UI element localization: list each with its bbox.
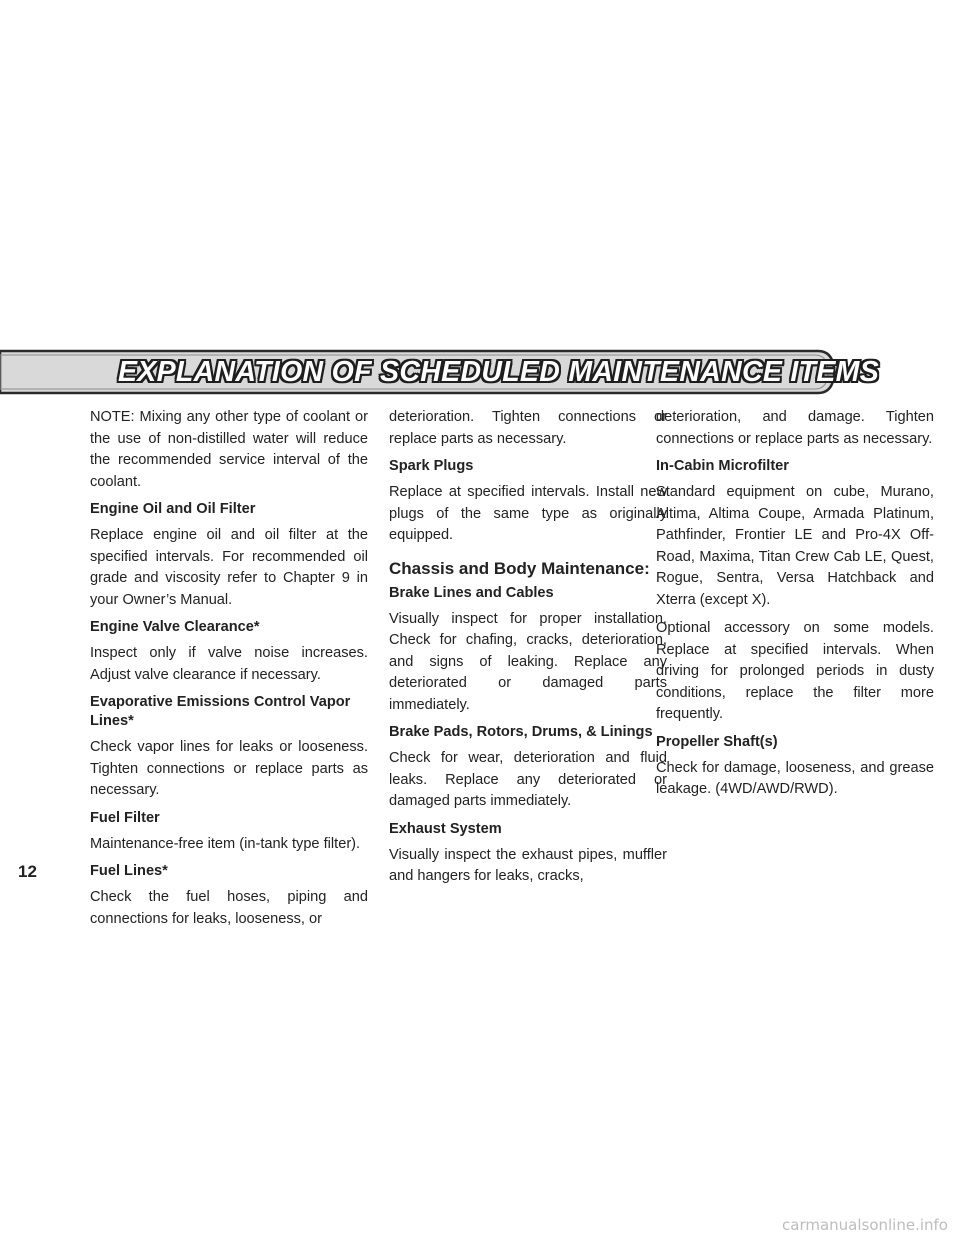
watermark: carmanualsonline.info <box>782 1216 948 1234</box>
paragraph-evap-lines: Check vapor lines for leaks or looseness. Tighten connections or replace parts as necessary. <box>90 739 368 798</box>
paragraph-fuel-lines: Check the fuel hoses, piping and connections for leaks, looseness, or <box>90 889 368 927</box>
column-3 <box>656 407 934 808</box>
paragraph-brake-lines: Visually inspect for proper installation. Check for chafing, cracks, deterioration, and signs of leaking. Replace any deteriorated or damaged parts immediately. <box>389 610 667 713</box>
paragraph-exhaust-cont: deterioration, and damage. Tighten connections or replace parts as necessary. <box>656 409 934 447</box>
paragraph-cabin-filter-standard: Standard equipment on cube, Murano, Altima, Altima Coupe, Armada Platinum, Pathfinder, Frontier LE and Pro-4X Off-Road, Maxima, Titan Crew Cab LE, Quest, Rogue, Sentra, Versa Hatchback and Xterra (except X). <box>656 484 934 608</box>
heading-propeller-shaft: Propeller Shaft(s) <box>656 733 778 750</box>
paragraph-fuel-filter: Maintenance-free item (in-tank type filter). <box>90 835 361 852</box>
heading-evap-lines: Evaporative Emissions Control Vapor Lines* <box>90 694 351 729</box>
paragraph-brake-pads: Check for wear, deterioration and fluid leaks. Replace any deteriorated or damaged parts immediately. <box>389 750 667 809</box>
paragraph-exhaust: Visually inspect the exhaust pipes, muffler and hangers for leaks, cracks, <box>389 846 667 884</box>
heading-cabin-filter: In-Cabin Microfilter <box>656 458 789 474</box>
page-number: 12 <box>18 862 37 881</box>
heading-engine-oil: Engine Oil and Oil Filter <box>90 501 256 517</box>
paragraph-valve-clearance: Inspect only if valve noise increases. Adjust valve clearance if necessary. <box>90 645 368 683</box>
paragraph-fuel-lines-cont: deterioration. Tighten connections or replace parts as necessary. <box>389 409 667 447</box>
paragraph-cabin-filter-optional: Optional accessory on some models. Replace at specified intervals. When driving for prolonged periods in dusty conditions, replace the filter more frequently. <box>656 620 934 722</box>
page-title: EXPLANATION OF SCHEDULED MAINTENANCE ITEMS <box>118 356 880 388</box>
column-1 <box>90 407 368 937</box>
heading-brake-pads: Brake Pads, Rotors, Drums, & Linings <box>389 724 653 740</box>
paragraph-spark-plugs: Replace at specified intervals. Install new plugs of the same type as originally equipped. <box>389 484 667 543</box>
column-2 <box>389 407 667 895</box>
heading-spark-plugs: Spark Plugs <box>389 458 474 474</box>
heading-valve-clearance: Engine Valve Clearance* <box>90 619 260 635</box>
heading-exhaust: Exhaust System <box>389 820 502 837</box>
paragraph-propeller-shaft: Check for damage, looseness, and grease leakage. (4WD/AWD/RWD). <box>656 759 934 797</box>
coolant-note: NOTE: Mixing any other type of coolant or the use of non-distilled water will reduce the recommended service interval of the coolant. <box>90 409 368 490</box>
heading-fuel-lines: Fuel Lines* <box>90 863 168 879</box>
paragraph-engine-oil: Replace engine oil and oil filter at the specified intervals. For recommended oil grade and viscosity refer to Chapter 9 in your Owner’s Manual. <box>90 527 368 608</box>
heading-fuel-filter: Fuel Filter <box>90 809 160 826</box>
heading-brake-lines: Brake Lines and Cables <box>389 584 554 601</box>
heading-chassis-body: Chassis and Body Maintenance: <box>389 558 650 578</box>
